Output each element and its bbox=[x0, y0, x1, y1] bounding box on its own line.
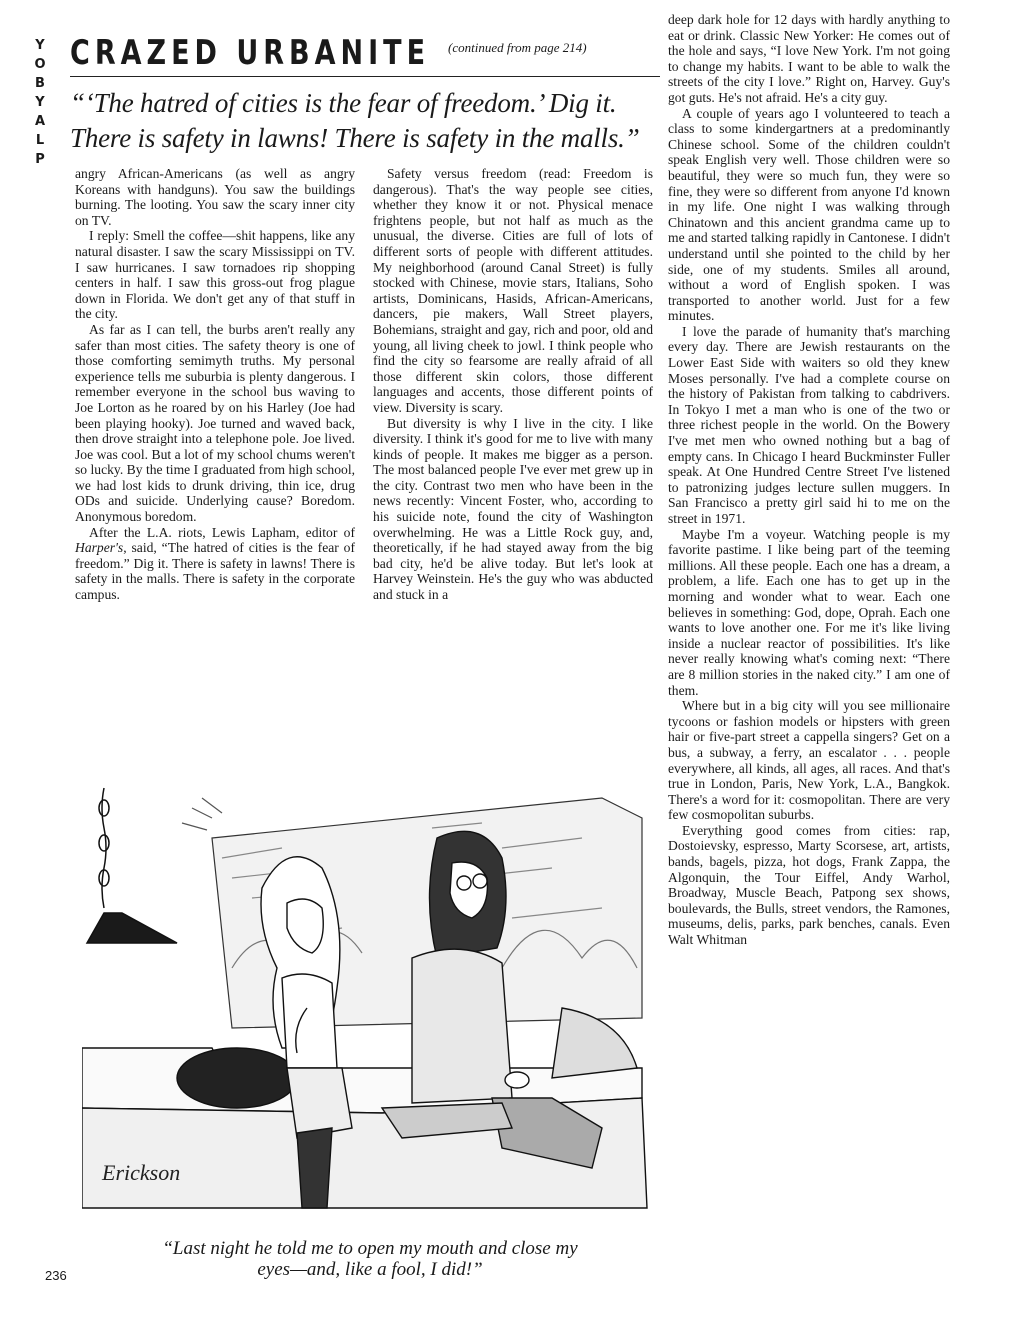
paragraph: But diversity is why I live in the city. I like diversity. I think it's good for me to live with many kinds of people. It makes me bigger as a person. The most balanced people I've ever met grew up in the city. Contrast two men who have been in the news recently: Vincent Foster, who, according to his suicide note, found the city of Washington overwhelming. He was a Little Rock guy, and, theoretically, if he had stayed away from the big bad city, he'd be alive today. But let's look at Harvey Weinstein. He's the guy who was abducted and stuck in a bbox=[373, 415, 653, 603]
text-column-2 bbox=[373, 166, 653, 603]
cartoon-illustration bbox=[82, 768, 652, 1228]
cartoon-caption: “Last night he told me to open my mouth and close my eyes—and, like a fool, I did!” bbox=[162, 1238, 578, 1280]
pull-quote: “‘The hatred of cities is the fear of freedom.’ Dig it. There is safety in lawns! There is safety in the malls.” bbox=[70, 88, 640, 153]
article-title: CRAZED URBANITE bbox=[70, 34, 431, 73]
lamp-drawing bbox=[87, 788, 177, 943]
paragraph: A couple of years ago I volunteered to teach a class to some kindergartners at a predominantly Chinese school. Some of the children couldn't speak English very well. Those children were so beautiful, they were so much fun, they were so fine, they were so different from anyone I'd known in my life. One night I was walking through Chinatown and this ancient grandma came up to me and started talking rapidly in Cantonese. I didn't understand until she pointed to the child by her side, one of my students. Smiles all around, without a word of English spoken. I was transported to another world. Just for a few minutes. bbox=[668, 105, 950, 324]
paragraph-text: , said, “The hatred of cities is the fear of freedom.” Dig it. There is safety in lawns! There is safety in the malls. There is safety in the corporate campus. bbox=[75, 540, 355, 603]
article-header bbox=[70, 34, 660, 73]
header-rule bbox=[70, 76, 660, 77]
vertical-letter: P bbox=[35, 152, 45, 167]
text-column-1 bbox=[75, 166, 355, 603]
page-number: 236 bbox=[45, 1268, 67, 1283]
paragraph: I love the parade of humanity that's marching every day. There are Jewish restaurants on the Lower East Side with waiters so old they knew Moses personally. I've had a complete course on the history of Pakistan from talking to cabdrivers. In Tokyo I met a man who is one of the two or three richest people in the world. On the Bowery I've met men who owned nothing but a bag of empty cans. In Chicago I heard Buckminster Fuller speak. At One Hundred Centre Street I've listened to patronizing judges lecture sullen muggers. In San Francisco a pretty girl said hi to me on the street in 1971. bbox=[668, 323, 950, 526]
cartoonist-signature: Erickson bbox=[102, 1160, 181, 1185]
text-column-3 bbox=[668, 12, 950, 948]
paragraph: As far as I can tell, the burbs aren't really any safer than most cities. The safety theory is one of those comforting semimyth truths. My personal experience tells me suburbia is plenty dangerous. I remember everyone in the school bus waving to Joe Lorton as he roared by on his Harley (Joe had been playing hooky). Joe turned and waved back, then drove straight into a telephone pole. Joe lived. Joe was cool. But a lot of my school chums weren't so lucky. By the time I graduated from high school, we had lost kids to drunk driving, thin ice, drug ODs and suicide. Underlying cause? Boredom. Anonymous boredom. bbox=[75, 321, 355, 525]
paragraph: angry African-Americans (as well as angry Koreans with handguns). You saw the buildings burning. The looting. You saw the scary inner city on TV. bbox=[75, 166, 355, 228]
vertical-letter: Y bbox=[35, 38, 45, 53]
paragraph: Safety versus freedom (read: Freedom is dangerous). That's the way people see cities, whether they know it or not. Physical menace frightens people, but not half as much as the unusual, the diverse. Cities are full of lots of different sorts of people with different attitudes. My neighborhood (around Canal Street) is fully stocked with Chinese, movie stars, Italians, Soho artists, Dominicans, Hasids, African-Americans, dancers, pie makers, Wall Street players, Bohemians, straight and gay, rich and poor, old and young, all living cheek to jowl. I think people who find the city so fearsome are really afraid of all those different skin colors, those different languages and accents, those different points of view. Diversity is scary. bbox=[373, 166, 653, 415]
paragraph: deep dark hole for 12 days with hardly anything to eat or drink. Classic New Yorker: He comes out of the hole and says, “I love New York. I'm not going to change my habits. I want to be able to walk the streets of the city I love.” Right on, Harvey. Guy's got guts. He's not afraid. He's a city guy. bbox=[668, 12, 950, 105]
paragraph bbox=[75, 525, 355, 603]
magazine-vertical-label bbox=[30, 38, 50, 171]
paragraph-text: After the L.A. riots, Lewis Lapham, editor of bbox=[89, 524, 355, 540]
vertical-letter: Y bbox=[35, 95, 45, 110]
vertical-letter: O bbox=[34, 57, 46, 72]
cartoon-drawing bbox=[82, 768, 652, 1228]
continued-note: (continued from page 214) bbox=[448, 40, 587, 55]
paragraph: I reply: Smell the coffee—shit happens, like any natural disaster. I saw the scary Mississippi on TV. I saw hurricanes. I saw tornadoes rip shopping centers in half. I saw this gross-out frog plague down in Florida. We don't get any of that stuff in the city. bbox=[75, 228, 355, 322]
paragraph: Where but in a big city will you see millionaire tycoons or fashion models or hipsters with green hair or five-part street a cappella singers? Get on a bus, a subway, a ferry, an escalator . . . people everywhere, all kinds, all ages, all races. And that's true in London, Paris, New York, L.A., Bangkok. There's a word for it: cosmopolitan. There are very few cosmopolitan suburbs. bbox=[668, 698, 950, 823]
vertical-letter: B bbox=[35, 76, 45, 91]
magazine-name: Harper's bbox=[75, 540, 124, 556]
vertical-letter: L bbox=[35, 133, 45, 148]
paragraph: Everything good comes from cities: rap, Dostoievsky, espresso, Marty Scorsese, art, artists, bands, bagels, pizza, hot dogs, Frank Zappa, the Algonquin, the Tour Eiffel, Andy Warhol, Broadway, Muscle Beach, Patpong sex shows, boulevards, the Bulls, street vendors, the Ramones, museums, delis, parks, park benches, canals. Even Walt Whitman bbox=[668, 822, 950, 948]
paragraph: Maybe I'm a voyeur. Watching people is my favorite pastime. I like being part of the teeming millions. All these people. Each one has a dream, a problem, a life. Each one has to get up in the morning and wonder what to wear. Each one believes in something: God, dope, Oprah. Each one wants to love another one. For me it's like living inside a nuclear reactor of possibilities. It's like never really knowing what's coming next: “There are 8 million stories in the naked city.” I am one of them. bbox=[668, 526, 950, 698]
vertical-letter: A bbox=[34, 114, 46, 129]
